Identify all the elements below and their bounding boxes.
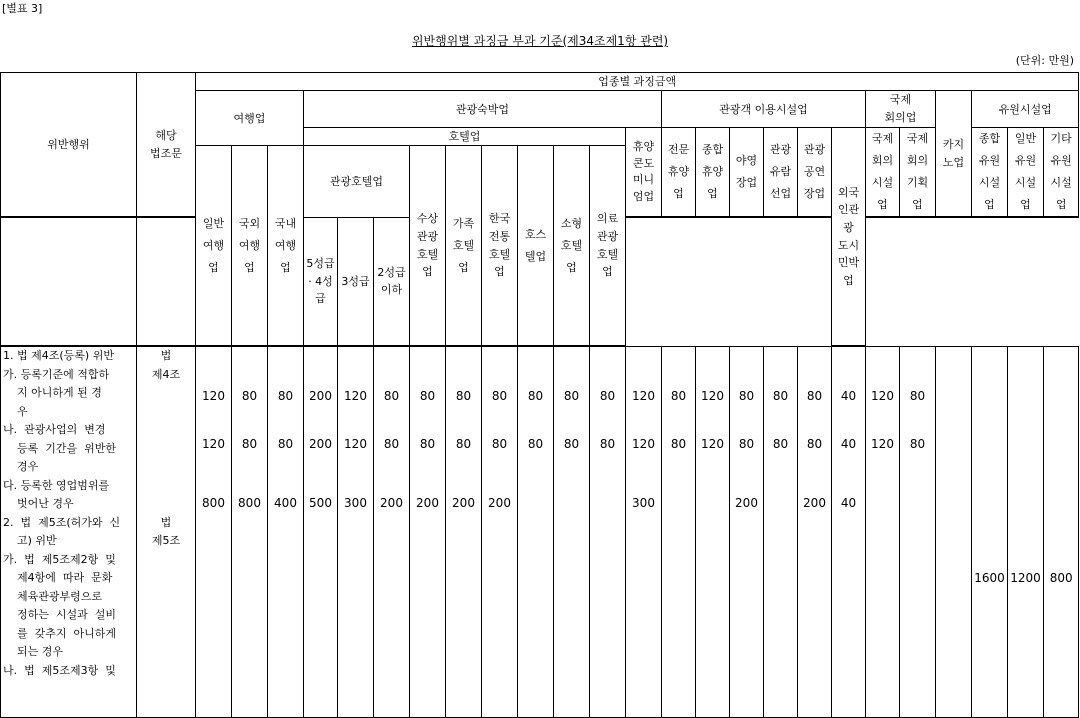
penalty-value: 200 (452, 496, 475, 511)
penalty-value: 120 (344, 389, 367, 404)
violation-line: 1. 법 제4조(등록) 위반 (3, 349, 114, 363)
value-column (1044, 346, 1079, 718)
penalty-value: 80 (383, 389, 400, 404)
header-col-camping: 야영 장업 (730, 128, 764, 218)
penalty-value: 200 (309, 437, 332, 452)
header-col-water-hotel: 수상 관광 호텔 업 (410, 146, 446, 346)
header-casino: 카지 노업 (936, 91, 972, 218)
header-col-hostel: 호스 텔업 (518, 146, 554, 346)
penalty-value: 80 (599, 437, 616, 452)
value-column (338, 346, 374, 718)
header-col-cruise: 관광 유람 선업 (764, 128, 798, 218)
penalty-value: 200 (735, 495, 758, 510)
penalty-value: 120 (871, 436, 894, 451)
penalty-value: 120 (202, 389, 225, 404)
penalty-value: 500 (309, 496, 332, 511)
value-column (304, 346, 338, 718)
header-hotel: 호텔업 (304, 128, 626, 146)
penalty-value: 40 (840, 496, 857, 511)
penalty-value: 300 (344, 496, 367, 511)
law-line: 제4조 (151, 367, 181, 381)
header-lodging: 관광숙박업 (304, 91, 662, 128)
header-col-2-star: 2성급 이하 (374, 217, 410, 346)
violation-line: 나. 법 제5조제3항 및 (3, 663, 116, 677)
value-column (518, 346, 554, 718)
penalty-value: 80 (909, 436, 926, 451)
value-column (798, 346, 832, 718)
penalty-value: 120 (871, 388, 894, 403)
violation-list (1, 346, 137, 718)
header-spacer-violation (1, 217, 137, 346)
penalty-value: 40 (840, 437, 857, 452)
value-column (900, 346, 936, 718)
violation-line: 정하는 시설과 설비 (3, 608, 116, 622)
penalty-value: 800 (202, 496, 225, 511)
penalty-value: 80 (670, 436, 687, 451)
penalty-value: 120 (344, 437, 367, 452)
violation-line: 2. 법 제5조(허가와 신 (3, 515, 121, 529)
penalty-value: 120 (701, 436, 724, 451)
value-column (662, 346, 696, 718)
value-column (730, 346, 764, 718)
value-column (482, 346, 518, 718)
penalty-value: 80 (419, 437, 436, 452)
value-column (410, 346, 446, 718)
penalty-value: 120 (202, 437, 225, 452)
header-law: 해당 법조문 (137, 73, 196, 218)
header-col-condo: 휴양 콘도 미니 엄업 (626, 128, 662, 218)
header-facility: 관광객 이용시설업 (662, 91, 866, 128)
penalty-value: 80 (599, 389, 616, 404)
penalty-value: 80 (277, 437, 294, 452)
value-column (764, 346, 798, 718)
violation-line: 를 갖추지 아니하게 (3, 626, 116, 640)
penalty-value: 80 (455, 437, 472, 452)
value-column (1008, 346, 1044, 718)
law-line (137, 403, 195, 422)
penalty-value: 80 (738, 436, 755, 451)
header-tourist-hotel: 관광호텔업 (304, 146, 410, 217)
penalty-value: 80 (909, 388, 926, 403)
header-col-theater: 관광 공연 장업 (798, 128, 832, 218)
header-convention: 국제 회의업 (866, 91, 936, 128)
document-title: 위반행위별 과징금 부과 기준(제34조제1항 관련) (411, 34, 669, 48)
law-line (137, 384, 195, 403)
law-line (137, 440, 195, 459)
penalty-value: 80 (527, 437, 544, 452)
value-column (626, 346, 662, 718)
law-line (137, 421, 195, 440)
header-col-conv-facility: 국제 회의 시설 업 (866, 128, 900, 218)
penalty-value: 120 (701, 388, 724, 403)
violation-line: 고) 위반 (3, 534, 57, 548)
header-col-normal-amusement: 일반 유원 시설 업 (1008, 128, 1044, 218)
law-line (137, 477, 195, 496)
penalty-value: 80 (419, 389, 436, 404)
header-col-general-travel: 일반 여행 업 (196, 146, 232, 346)
violation-line: 지 아니하게 된 경 (3, 386, 102, 400)
penalty-value: 80 (491, 437, 508, 452)
header-col-medical-hotel: 의료 관광 호텔 업 (590, 146, 626, 346)
penalty-value: 200 (380, 496, 403, 511)
law-line (137, 458, 195, 477)
penalty-value: 80 (670, 388, 687, 403)
penalty-value: 80 (563, 389, 580, 404)
value-column (936, 346, 972, 718)
value-column (268, 346, 304, 718)
value-column (866, 346, 900, 718)
penalty-value: 80 (806, 388, 823, 403)
penalty-value: 80 (806, 436, 823, 451)
law-line: 법 (160, 349, 172, 363)
violation-line: 우 (3, 404, 28, 418)
violation-line: 벗어난 경우 (3, 497, 74, 511)
penalty-value: 800 (1049, 570, 1073, 585)
violation-line: 가. 법 제5조제2항 및 (3, 552, 116, 566)
penalty-value: 200 (309, 389, 332, 404)
law-line: 제5조 (151, 534, 181, 548)
penalty-value: 80 (738, 388, 755, 403)
header-amusement: 유원시설업 (972, 91, 1079, 128)
header-col-3-star: 3성급 (338, 217, 374, 346)
value-column (554, 346, 590, 718)
penalty-value: 80 (383, 437, 400, 452)
law-list (137, 346, 196, 718)
header-col-other-amusement: 기타 유원 시설 업 (1044, 128, 1079, 218)
violation-line: 다. 등록한 영업범위를 (3, 478, 110, 492)
page-label: [별표 3] (2, 2, 43, 15)
header-col-small-hotel: 소형 호텔 업 (554, 146, 590, 346)
violation-line: 되는 경우 (3, 645, 63, 659)
penalty-value: 400 (274, 496, 297, 511)
law-line (137, 495, 195, 514)
header-col-homestay: 외국 인관 광 도시 민박 업 (832, 128, 866, 347)
header-col-overseas-travel: 국외 여행 업 (232, 146, 268, 346)
penalty-value: 300 (632, 495, 655, 510)
penalty-value: 120 (632, 436, 655, 451)
penalty-value: 80 (563, 437, 580, 452)
header-col-5-4-star: 5성급 · 4성 급 (304, 217, 338, 346)
value-column (446, 346, 482, 718)
penalty-value: 1200 (1010, 570, 1041, 585)
violation-line: 체육관광부령으로 (3, 589, 102, 603)
header-violation: 위반행위 (1, 73, 137, 218)
penalty-value: 80 (491, 389, 508, 404)
header-col-general-resort: 종합 휴양 업 (696, 128, 730, 218)
law-line: 법 (160, 515, 172, 529)
value-column (832, 346, 866, 718)
penalty-value: 120 (632, 388, 655, 403)
value-column (232, 346, 268, 718)
value-column (196, 346, 232, 718)
header-amount-by-industry: 업종별 과징금액 (196, 73, 1079, 91)
penalty-value: 80 (241, 437, 258, 452)
penalty-value: 80 (772, 436, 789, 451)
header-col-pro-resort: 전문 휴양 업 (662, 128, 696, 218)
value-column (696, 346, 730, 718)
header-col-family-hotel: 가족 호텔 업 (446, 146, 482, 346)
header-travel: 여행업 (196, 91, 304, 146)
penalty-value: 200 (803, 495, 826, 510)
violation-line: 등록 기간을 위반한 (3, 441, 116, 455)
penalty-table (0, 72, 1079, 718)
penalty-value: 80 (772, 388, 789, 403)
header-col-general-amusement: 종합 유원 시설 업 (972, 128, 1008, 218)
penalty-value: 80 (241, 389, 258, 404)
penalty-value: 80 (455, 389, 472, 404)
penalty-value: 80 (527, 389, 544, 404)
unit-label: (단위: 만원) (1015, 54, 1074, 67)
header-col-conv-planning: 국제 회의 기획 업 (900, 128, 936, 218)
violation-line: 가. 등록기준에 적합하 (3, 367, 110, 381)
header-spacer-law (137, 217, 196, 346)
header-col-domestic-travel: 국내 여행 업 (268, 146, 304, 346)
violation-line: 제4항에 따라 문화 (3, 571, 113, 585)
penalty-value: 200 (416, 496, 439, 511)
penalty-value: 40 (840, 389, 857, 404)
header-col-traditional-hotel: 한국 전통 호텔 업 (482, 146, 518, 346)
penalty-value: 800 (238, 496, 261, 511)
value-column (972, 346, 1008, 718)
penalty-value: 80 (277, 389, 294, 404)
value-column (374, 346, 410, 718)
penalty-value: 1600 (974, 570, 1005, 585)
value-column (590, 346, 626, 718)
violation-line: 경우 (3, 460, 39, 474)
penalty-value: 200 (488, 496, 511, 511)
violation-line: 나. 관광사업의 변경 (3, 423, 106, 437)
